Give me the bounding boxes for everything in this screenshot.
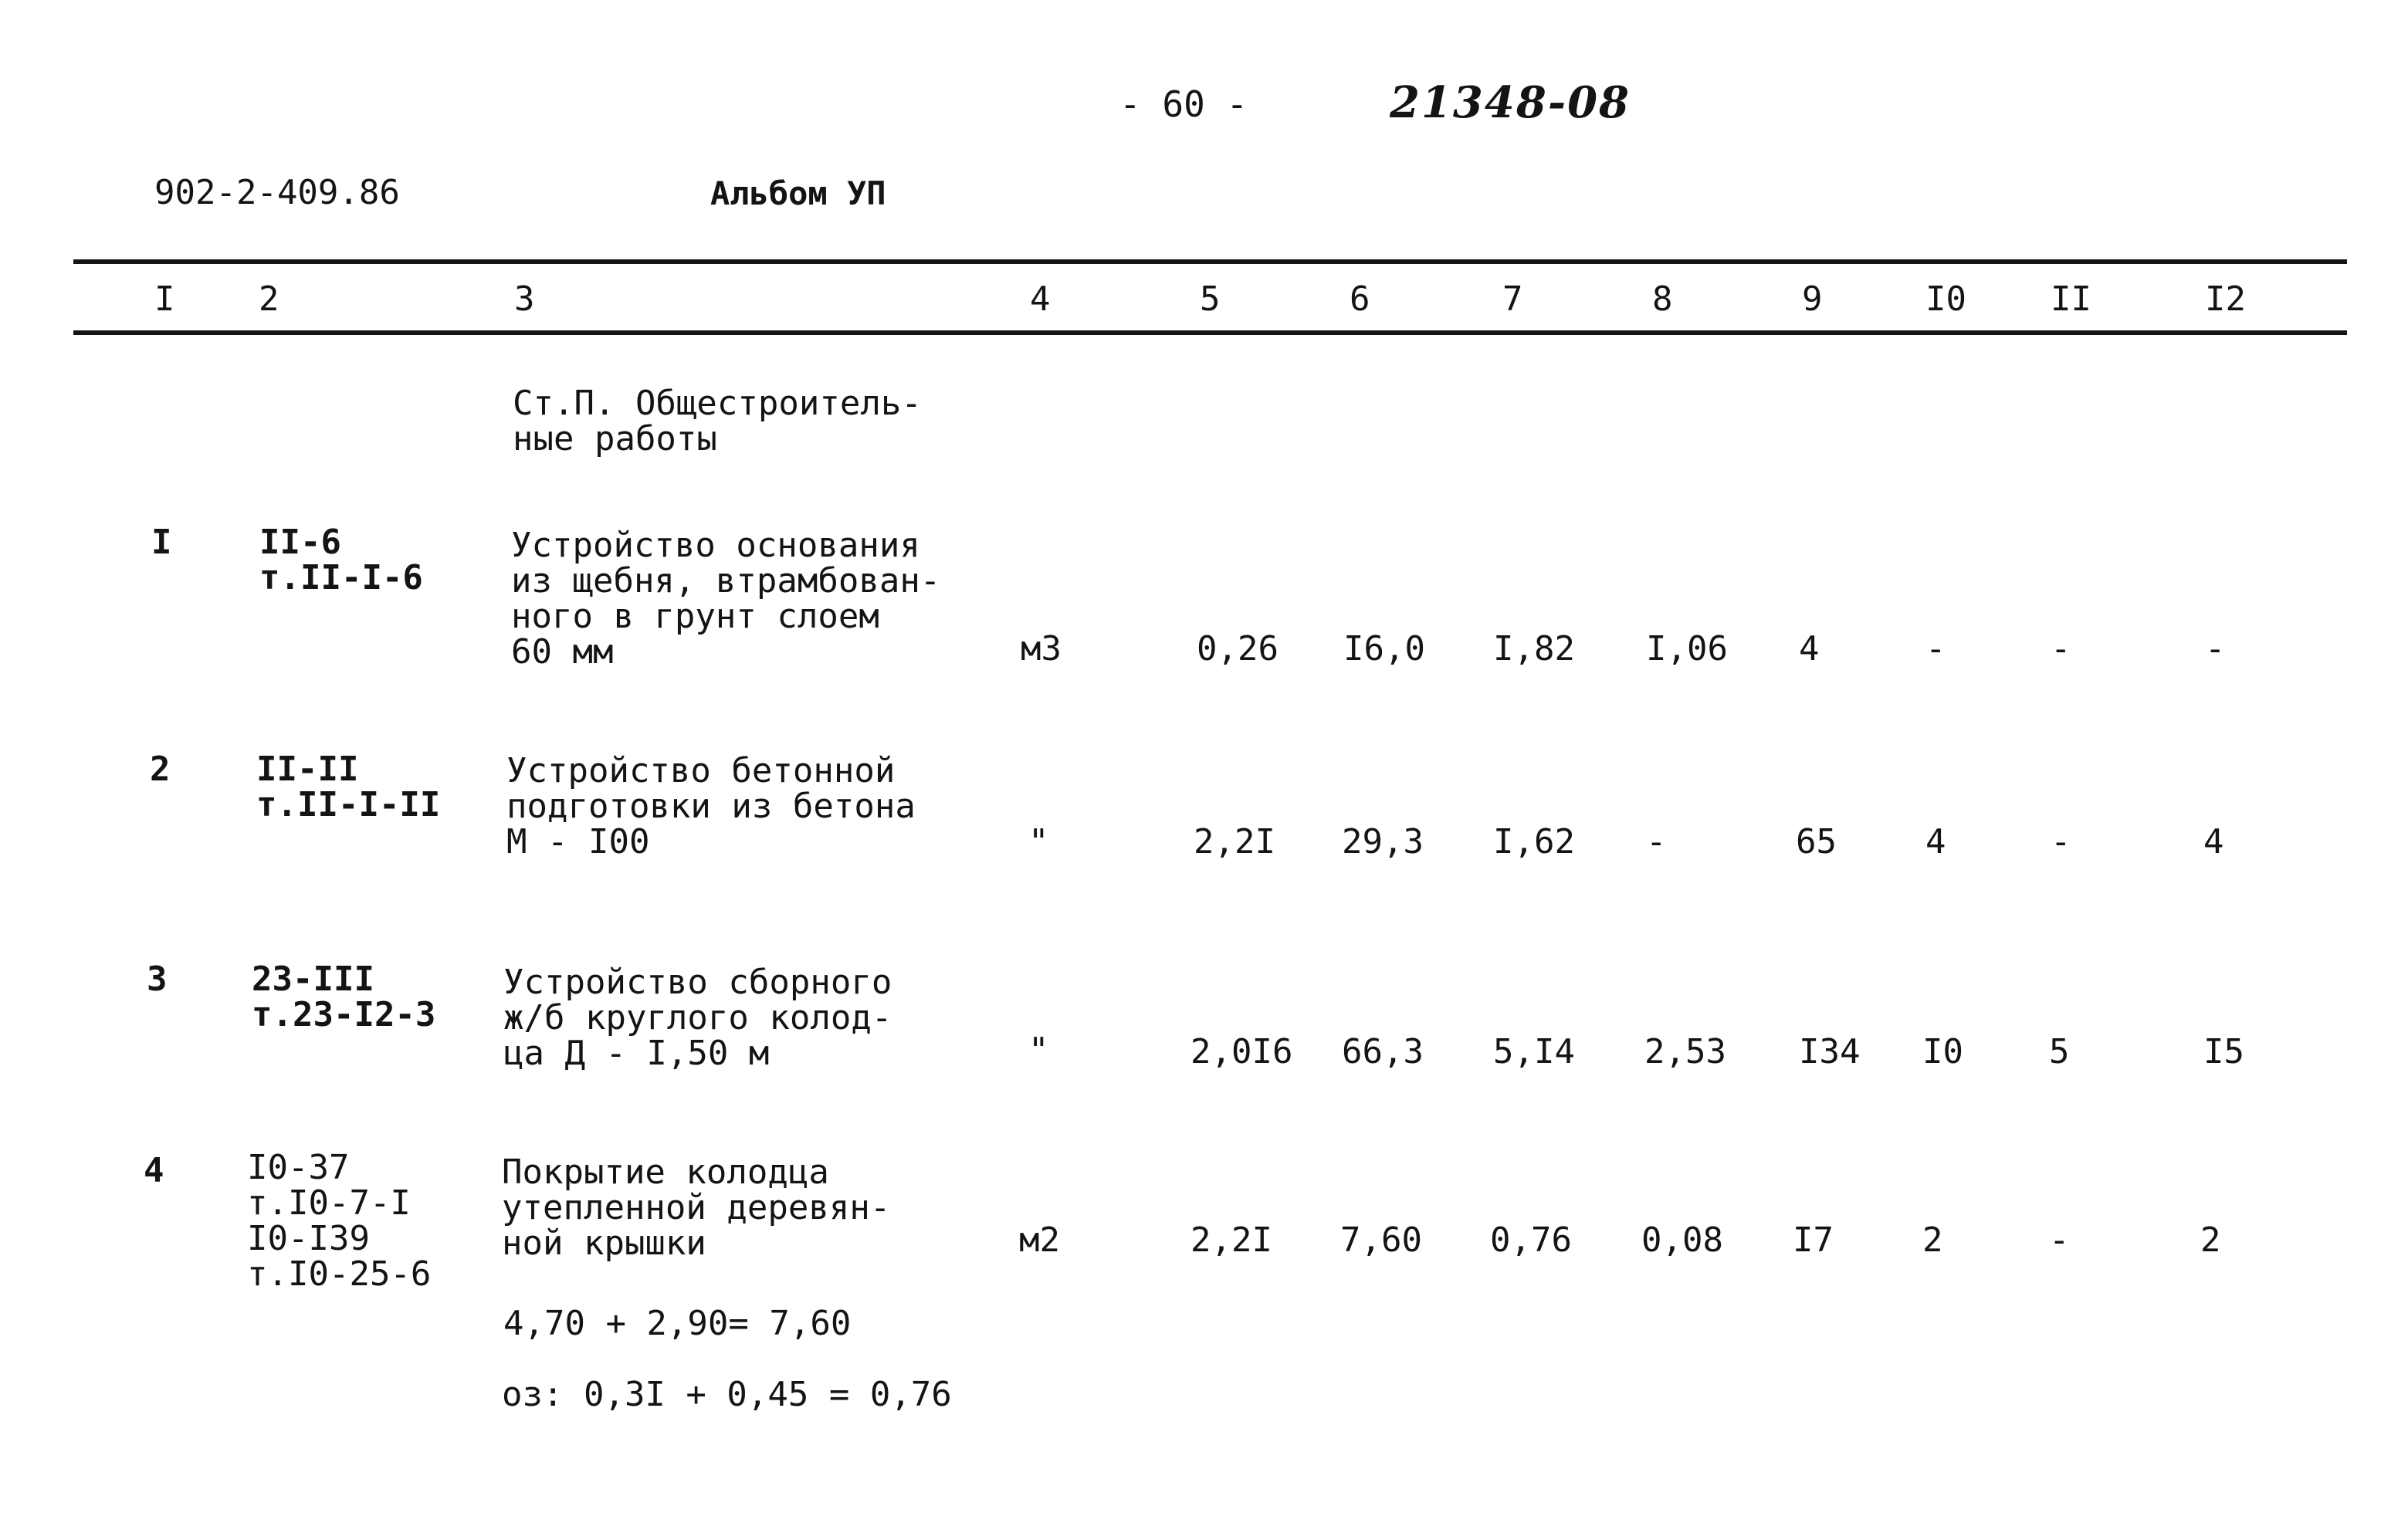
row-1-col12: - bbox=[2205, 629, 2226, 668]
row-4-col7: 0,76 bbox=[1490, 1220, 1572, 1260]
row-4-code bbox=[247, 1150, 431, 1292]
row-4-col5: 2,2I bbox=[1190, 1220, 1272, 1260]
row-3-col10: I0 bbox=[1922, 1032, 1963, 1071]
row-2-col9: 65 bbox=[1796, 822, 1837, 861]
row-4-col10: 2 bbox=[1922, 1220, 1943, 1260]
row-4-col8: 0,08 bbox=[1641, 1220, 1723, 1260]
row-2-col8: - bbox=[1646, 822, 1667, 861]
row-2-number: 2 bbox=[150, 750, 171, 789]
row-1-desc-line: Устройство основания bbox=[511, 526, 920, 565]
row-4-col9: I7 bbox=[1793, 1220, 1834, 1260]
row-2-code-line: II-II bbox=[256, 750, 359, 789]
row-2-col6: 29,3 bbox=[1342, 822, 1424, 861]
section-title-line: Ст.П. Общестроитель- bbox=[513, 384, 922, 423]
row-1-desc-line: из щебня, втрамбован- bbox=[511, 561, 941, 601]
column-header-11: II bbox=[2051, 279, 2091, 319]
row-1-code-line: т.II-I-6 bbox=[259, 558, 423, 597]
row-3-col9: I34 bbox=[1799, 1032, 1861, 1071]
row-1-col11: - bbox=[2051, 629, 2071, 668]
row-1-code bbox=[259, 525, 423, 596]
column-header-8: 8 bbox=[1652, 279, 1673, 319]
row-4-code-line: т.I0-7-I bbox=[247, 1183, 411, 1223]
table-header-rule bbox=[73, 330, 2347, 335]
row-3-number: 3 bbox=[147, 960, 168, 999]
row-1-number: I bbox=[151, 523, 172, 562]
row-2-desc-line: М - I00 bbox=[506, 822, 650, 861]
row-3-col8: 2,53 bbox=[1644, 1032, 1726, 1071]
row-4-col6: 7,60 bbox=[1340, 1220, 1422, 1260]
column-header-12: I2 bbox=[2205, 279, 2246, 319]
calculation-note-2: оз: 0,3I + 0,45 = 0,76 bbox=[502, 1375, 952, 1414]
row-4-col11: - bbox=[2049, 1220, 2070, 1260]
album-label: Альбом УП bbox=[710, 174, 886, 212]
row-1-col9: 4 bbox=[1799, 629, 1820, 668]
column-header-4: 4 bbox=[1030, 279, 1051, 319]
page-number: - 60 - bbox=[1119, 83, 1248, 125]
row-2-desc-line: Устройство бетонной bbox=[506, 751, 896, 790]
column-header-2: 2 bbox=[259, 279, 279, 319]
row-2-unit: " bbox=[1028, 822, 1049, 861]
row-2-col11: - bbox=[2051, 822, 2071, 861]
row-3-col7: 5,I4 bbox=[1493, 1032, 1575, 1071]
row-4-code-line: I0-37 bbox=[247, 1148, 350, 1187]
row-2-col5: 2,2I bbox=[1194, 822, 1275, 861]
section-title bbox=[513, 386, 922, 457]
row-3-code bbox=[252, 962, 435, 1033]
row-2-col10: 4 bbox=[1925, 822, 1946, 861]
project-code-text: 902-2-409.86 bbox=[154, 173, 400, 212]
row-3-description bbox=[503, 965, 892, 1071]
column-header-5: 5 bbox=[1200, 279, 1221, 319]
row-2-col7: I,62 bbox=[1493, 822, 1575, 861]
row-3-code-line: 23-III bbox=[252, 960, 374, 999]
row-1-desc-line: ного в грунт слоем bbox=[511, 597, 879, 636]
row-4-code-line: I0-I39 bbox=[247, 1219, 370, 1258]
column-header-1: I bbox=[154, 279, 175, 319]
row-4-desc-line: утепленной деревян- bbox=[502, 1188, 891, 1227]
column-header-6: 6 bbox=[1350, 279, 1370, 319]
row-3-col6: 66,3 bbox=[1342, 1032, 1424, 1071]
row-2-code bbox=[256, 752, 440, 823]
row-1-col5: 0,26 bbox=[1197, 629, 1279, 668]
column-header-3: 3 bbox=[514, 279, 535, 319]
row-4-description bbox=[502, 1155, 890, 1261]
row-3-code-line: т.23-I2-3 bbox=[252, 995, 436, 1034]
row-3-desc-line: ж/б круглого колод- bbox=[503, 998, 892, 1037]
row-1-unit: м3 bbox=[1021, 629, 1062, 668]
row-2-description bbox=[506, 753, 916, 860]
row-3-desc-line: Устройство сборного bbox=[503, 963, 892, 1002]
row-3-desc-line: ца Д - I,50 м bbox=[503, 1034, 770, 1073]
row-3-col12: I5 bbox=[2203, 1032, 2244, 1071]
row-4-desc-line: Покрытие колодца bbox=[502, 1153, 829, 1192]
row-3-col5: 2,0I6 bbox=[1190, 1032, 1293, 1071]
row-1-col7: I,82 bbox=[1493, 629, 1575, 668]
column-header-9: 9 bbox=[1802, 279, 1823, 319]
row-1-col10: - bbox=[1925, 629, 1946, 668]
row-1-description bbox=[511, 528, 940, 670]
row-3-col11: 5 bbox=[2049, 1032, 2070, 1071]
row-2-code-line: т.II-I-II bbox=[256, 785, 441, 824]
row-2-col12: 4 bbox=[2203, 822, 2224, 861]
row-1-desc-line: 60 мм bbox=[511, 632, 614, 672]
row-2-desc-line: подготовки из бетона bbox=[506, 787, 916, 826]
row-4-col12: 2 bbox=[2200, 1220, 2221, 1260]
project-code bbox=[154, 173, 400, 212]
section-title-line: ные работы bbox=[513, 419, 717, 459]
column-header-10: I0 bbox=[1925, 279, 1966, 319]
row-1-col6: I6,0 bbox=[1343, 629, 1425, 668]
column-header-7: 7 bbox=[1502, 279, 1523, 319]
calculation-note-1: 4,70 + 2,90= 7,60 bbox=[503, 1304, 852, 1343]
row-1-code-line: II-6 bbox=[259, 523, 341, 562]
album-code: 21348-08 bbox=[1390, 77, 1631, 128]
row-1-col8: I,06 bbox=[1646, 629, 1728, 668]
row-4-number: 4 bbox=[144, 1151, 164, 1190]
row-4-unit: м2 bbox=[1019, 1220, 1060, 1260]
row-3-unit: " bbox=[1028, 1031, 1049, 1070]
row-4-code-line: т.I0-25-6 bbox=[247, 1254, 432, 1294]
row-4-desc-line: ной крышки bbox=[502, 1224, 706, 1263]
table-top-rule bbox=[73, 259, 2347, 264]
